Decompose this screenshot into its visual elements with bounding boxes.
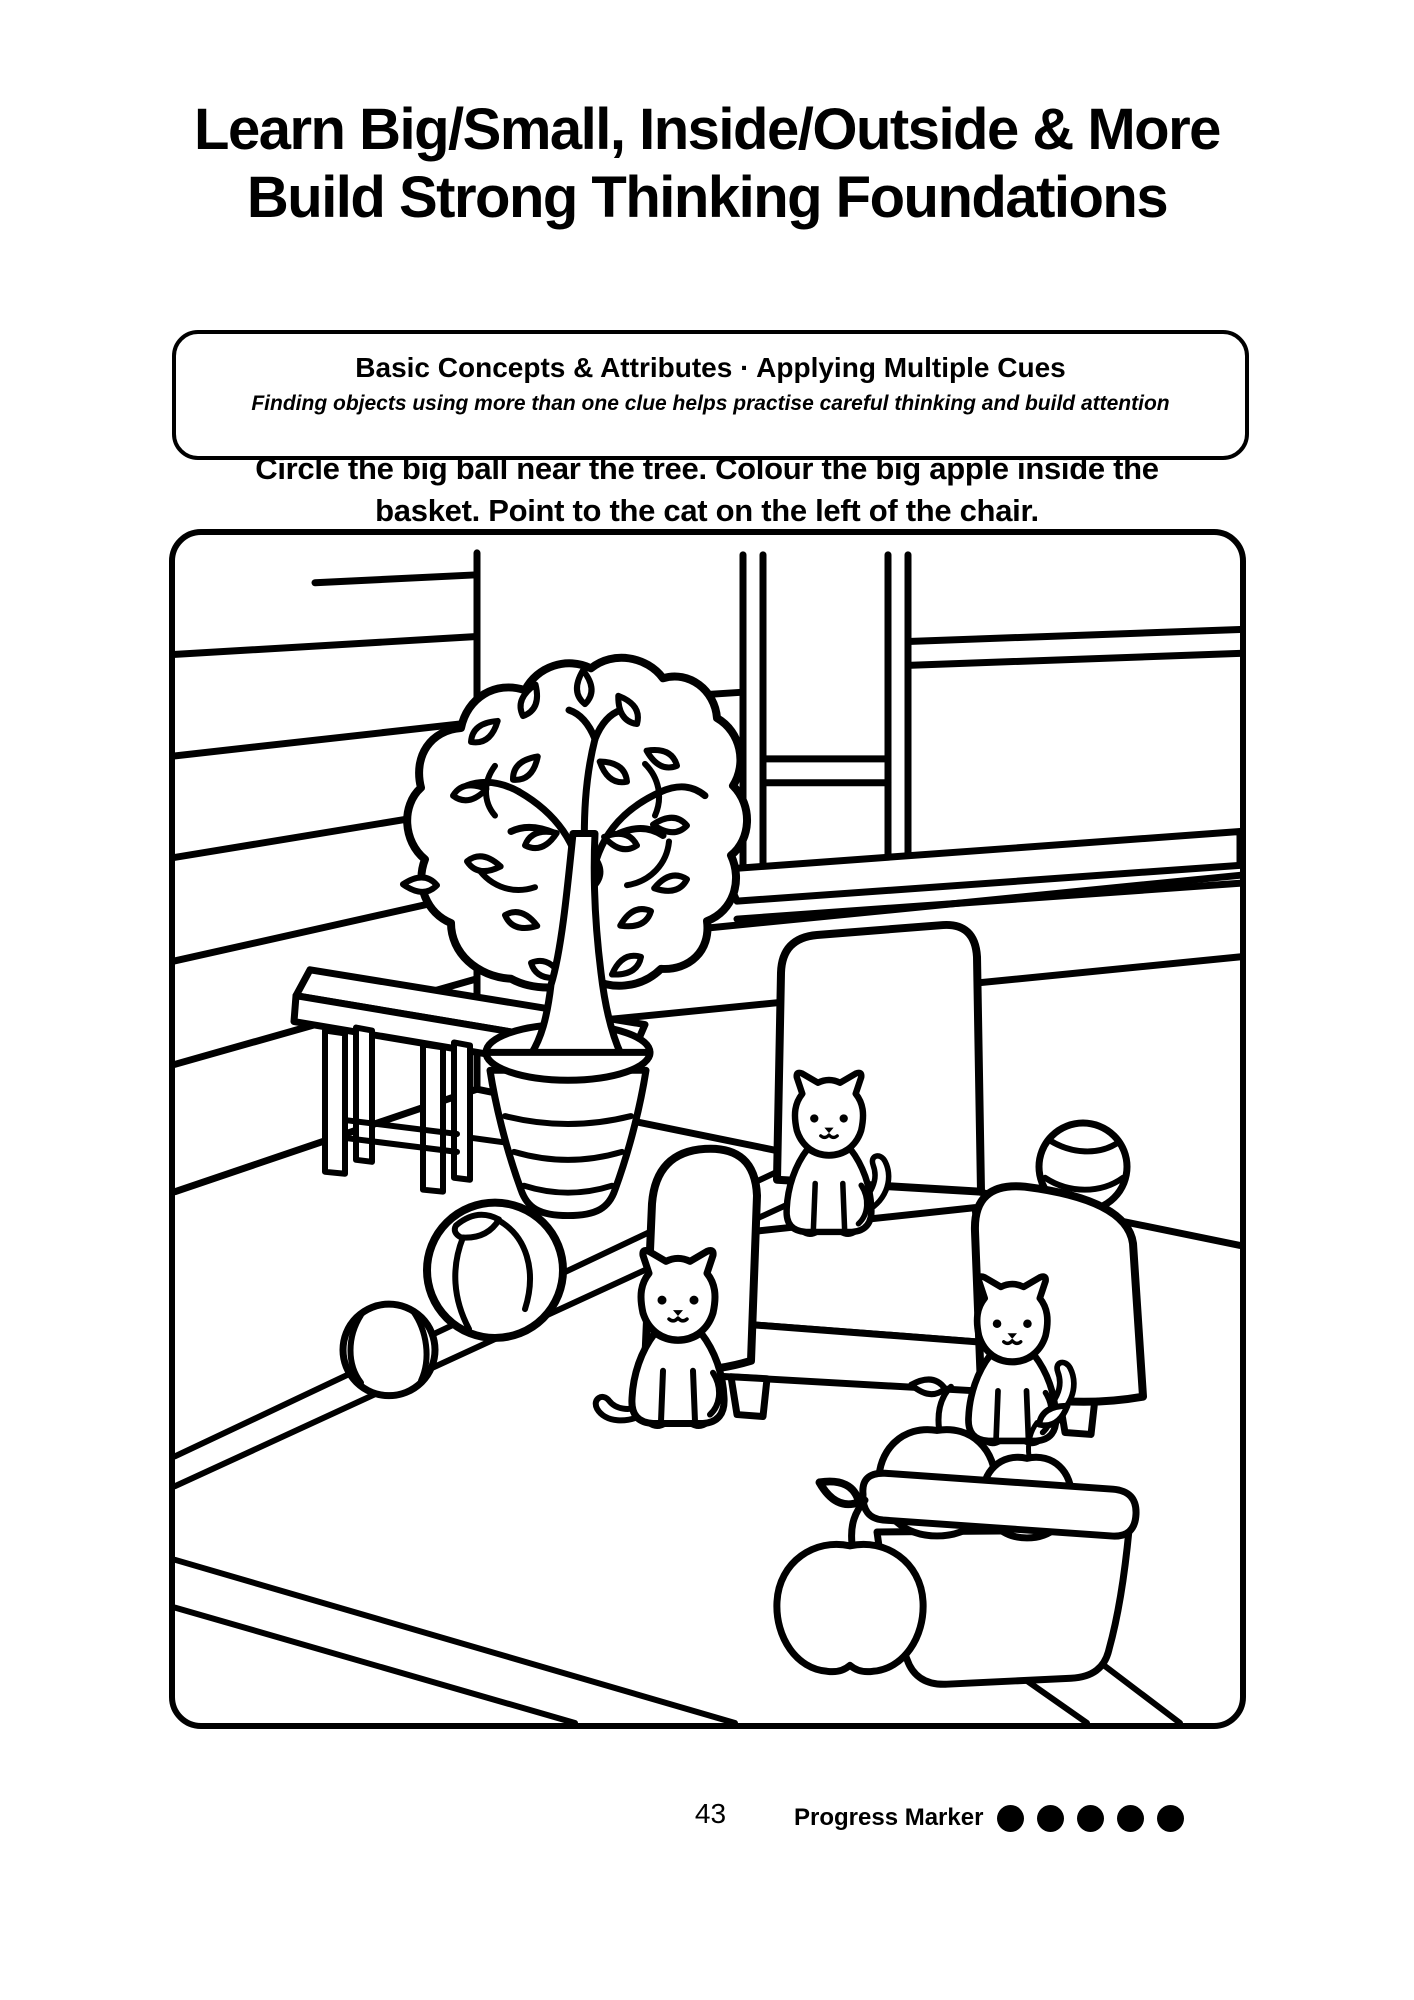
cat-left-of-chair [596,1250,724,1426]
progress-dot [1077,1805,1104,1832]
page-title-line1: Learn Big/Small, Inside/Outside & More [194,97,1220,162]
progress-dot [997,1805,1024,1832]
scene-frame [169,529,1246,1729]
page-number: 43 [694,1798,727,1829]
progress-dot [1037,1805,1064,1832]
progress-marker-label: Progress Marker [794,1804,984,1831]
page-footer [172,1796,1249,1840]
progress-dot [1157,1805,1184,1832]
chair-leg-left [731,1377,767,1417]
progress-dots [997,1805,1184,1832]
concept-box-title: Basic Concepts & Attributes · Applying Multiple Cues [355,352,1066,383]
page-title-line2: Build Strong Thinking Foundations [246,165,1168,230]
concept-box-subtitle: Finding objects using more than one clue helps practise careful thinking and build attention [251,392,1170,415]
progress-dot [1117,1805,1144,1832]
big-ball [427,1203,563,1338]
concept-box [172,330,1249,460]
window [723,555,1240,919]
activity-instructions: Circle the big ball near the tree. Colour the big apple inside the basket. Point to the cat on the left of the chair. [255,451,1159,528]
progress-marker [794,1796,1184,1840]
small-ball-left [343,1304,435,1396]
page-title [0,96,1414,232]
scene-illustration [175,535,1240,1723]
